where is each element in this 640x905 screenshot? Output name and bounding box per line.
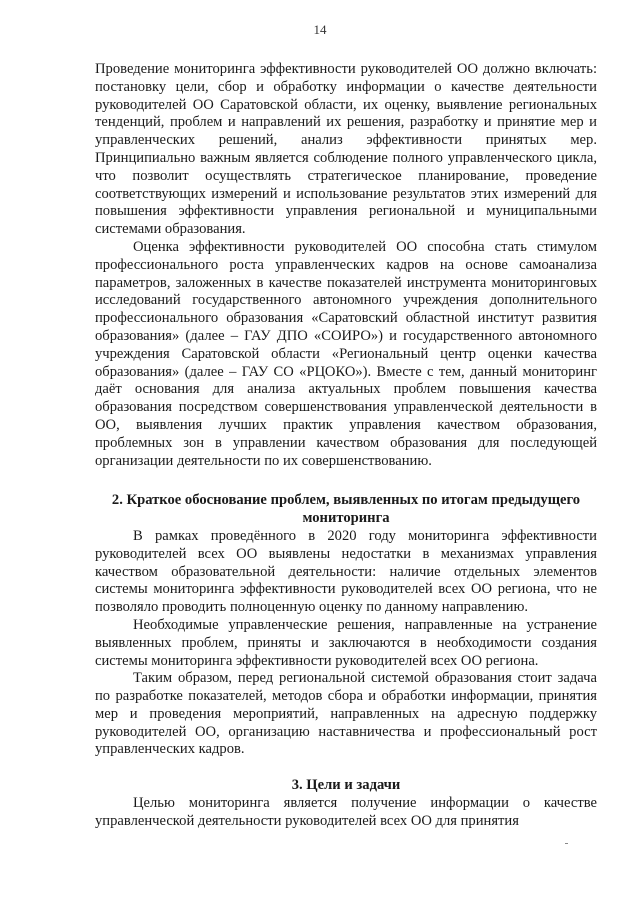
section-3-heading: 3. Цели и задачи — [291, 777, 401, 794]
scan-mark — [565, 843, 568, 844]
section-2-heading: 2. Краткое обоснование проблем, выявленных по итогам предыдущего мониторинга — [111, 492, 581, 527]
spacer — [95, 470, 597, 492]
page-number: 14 — [313, 22, 327, 37]
paragraph-2020-monitoring: В рамках проведённого в 2020 году мониторинга эффективности руководителей всех ОО выявлены недостатки в механизмах управления качеством образовательной деятельности: наличие отдельных элементов системы мониторинга эффективности руководителей всех ОО региона, что не позволяло проводить полноценную оценку по данному направлению. — [95, 527, 597, 616]
paragraph-management-decisions: Необходимые управленческие решения, направленные на устранение выявленных проблем, приняты и заключаются в необходимости создания системы мониторинга эффективности руководителей всех ОО региона. — [95, 616, 597, 669]
spacer — [95, 759, 597, 777]
document-body — [95, 61, 597, 831]
paragraph-evaluation-stimulus: Оценка эффективности руководителей ОО способна стать стимулом профессионального роста управленческих кадров на основе самоанализа параметров, заложенных в качестве показателей инструмента мониторинговых исследований государственного автономного учреждения дополнительного профессионального образования «Саратовский областной институт развития образования» (далее – ГАУ ДПО «СОИРО») и государственного автономного учреждения Саратовской области «Региональный центр оценки качества образования» (далее – ГАУ СО «РЦОКО»). Вместе с тем, данный мониторинг даёт основания для анализа актуальных проблем повышения качества образования посредством совершенствования управленческой деятельности в ОО, выявления лучших практик управления качеством образования, проблемных зон в управлении качеством образования для последующей организации деятельности по их совершенствованию. — [95, 238, 597, 469]
paragraph-monitoring-stages: Проведение мониторинга эффективности руководителей ОО должно включать: постановку цели, сбор и обработку информации о качестве деятельности руководителей ОО Саратовской области, их оценку, выявление региональных тенденций, проблем и направлений их решения, разработку и принятие мер и управленческих решений, анализ эффективности принятых мер. Принципиально важным является соблюдение полного управленческого цикла, что позволит осуществлять стратегическое планирование, проведение соответствующих измерений и использование результатов этих измерений для повышения эффективности управления региональной и муниципальными системами образования. — [95, 61, 597, 238]
paragraph-monitoring-goal: Целью мониторинга является получение информации о качестве управленческой деятельности руководителей всех ОО для принятия — [95, 795, 597, 829]
paragraph-regional-task: Таким образом, перед региональной системой образования стоит задача по разработке показателей, методов сбора и обработки информации, принятия мер и проведения мероприятий, направленных на адресную поддержку руководителей ОО, организацию наставничества и профессиональный рост управленческих кадров. — [95, 670, 597, 758]
